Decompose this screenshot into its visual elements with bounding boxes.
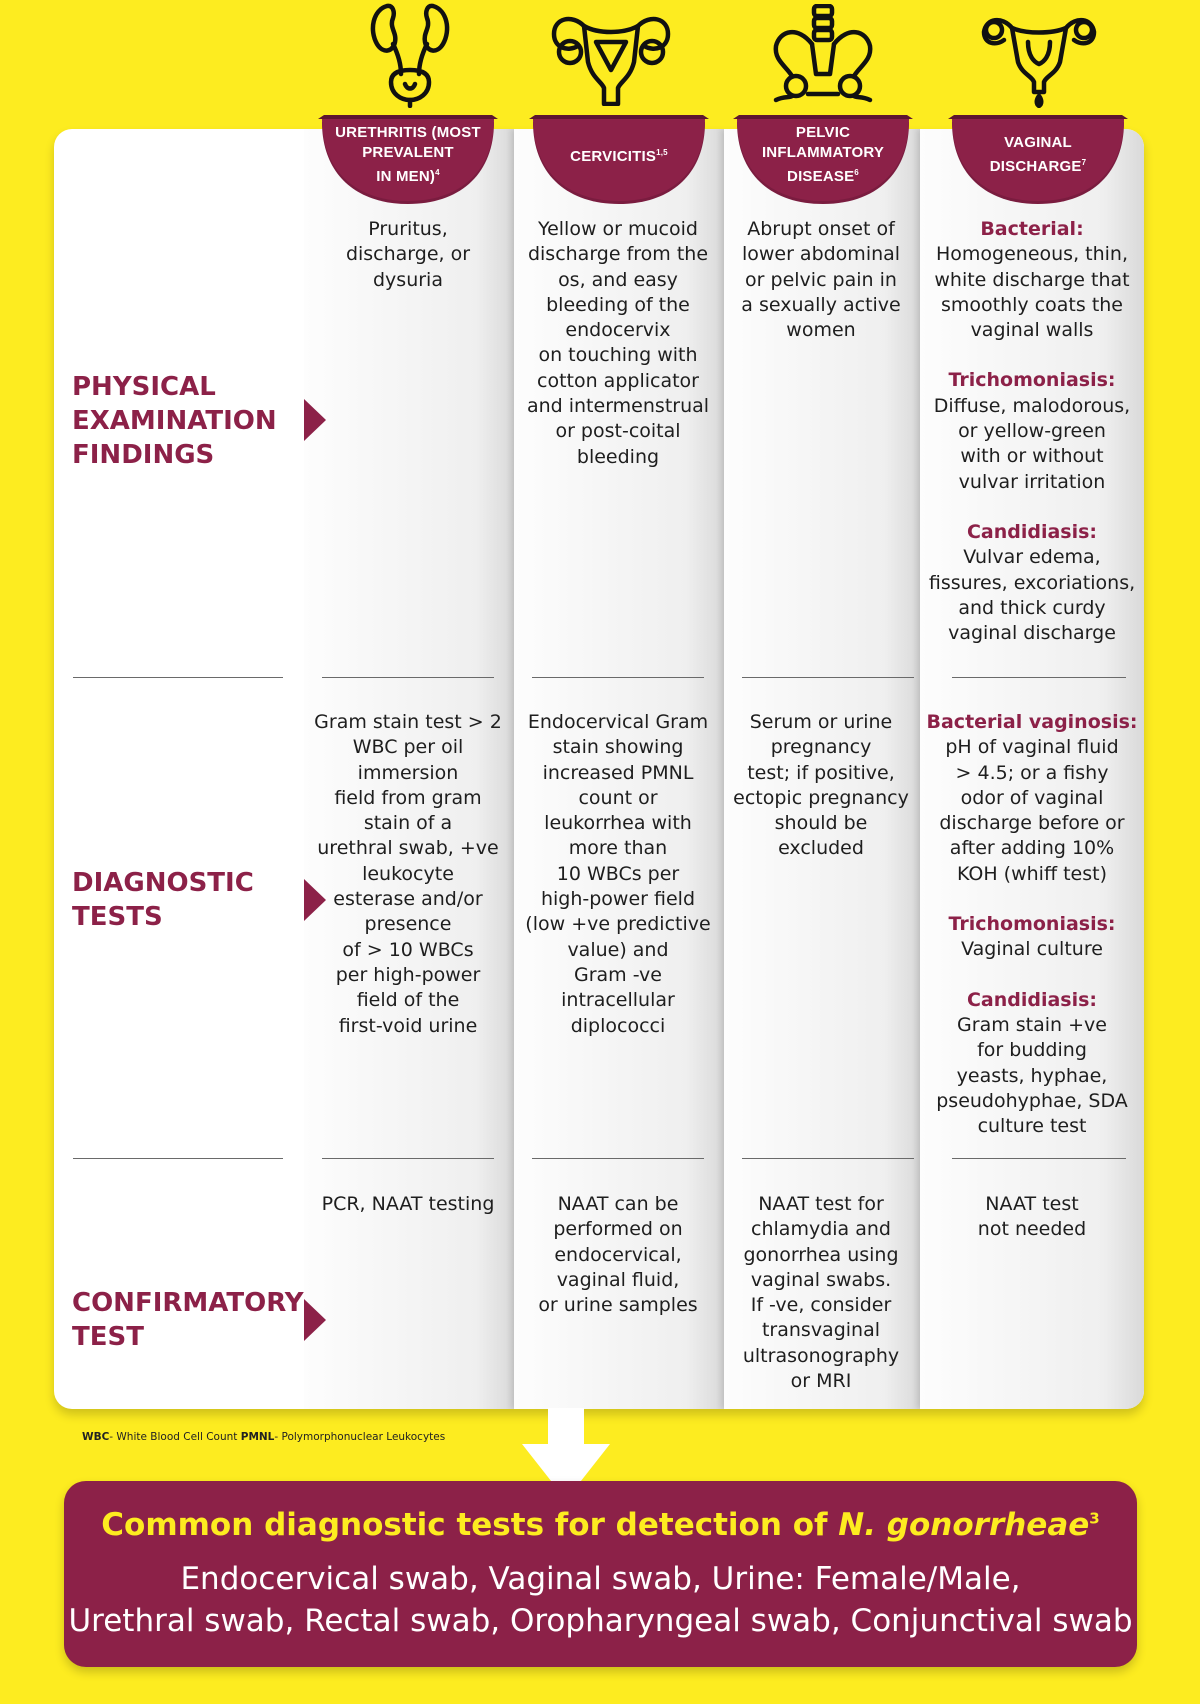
cell-line: cotton applicator bbox=[537, 369, 699, 392]
def-wbc: - White Blood Cell Count bbox=[109, 1431, 241, 1443]
cell-line: transvaginal bbox=[761, 1319, 881, 1342]
cell-line: first-void urine bbox=[338, 1014, 478, 1037]
cell-line: NAAT can be bbox=[557, 1193, 679, 1215]
row-label-physical: PHYSICAL EXAMINATION FINDINGS bbox=[72, 372, 277, 470]
abbr-pmnl: PMNL bbox=[240, 1431, 275, 1443]
cell-line: vulvar irritation bbox=[958, 470, 1106, 493]
cell-line: PCR, NAAT testing bbox=[321, 1193, 495, 1215]
cell-line: discharge before or bbox=[939, 812, 1125, 835]
cell-line: more than bbox=[568, 837, 668, 860]
cell-line: white discharge that bbox=[934, 268, 1130, 291]
header-label: URETHRITIS (MOST PREVALENT IN MEN)$^4$ bbox=[335, 124, 481, 185]
cell-line: Vulvar edema, bbox=[963, 546, 1101, 569]
cell-line: high-power field bbox=[540, 888, 696, 911]
def-pmnl: - Polymorphonuclear Leukocytes bbox=[274, 1431, 446, 1443]
cell-line: lower abdominal bbox=[741, 243, 901, 266]
cell-line: odor of vaginal bbox=[960, 786, 1104, 809]
cell-line: count or bbox=[578, 786, 658, 809]
cell-line: discharge, or bbox=[345, 243, 471, 266]
cell-line: Serum or urine bbox=[749, 711, 893, 733]
cell-line: endocervical, bbox=[554, 1243, 682, 1266]
cell-line: KOH (whiff test) bbox=[956, 862, 1107, 885]
cell-line: vaginal fluid, bbox=[556, 1268, 680, 1291]
cell-line: smoothly coats the bbox=[941, 293, 1123, 316]
subheading-candidiasis: Candidiasis: bbox=[966, 988, 1098, 1011]
cell-line: presence bbox=[364, 913, 452, 936]
header-label: VAGINAL DISCHARGE$^7$ bbox=[989, 134, 1087, 175]
cell-line: 10 WBCs per bbox=[556, 862, 680, 885]
cell-line: not needed bbox=[977, 1218, 1087, 1241]
cell-line: Gram stain test > 2 bbox=[314, 711, 502, 733]
cell-line: WBC per oil bbox=[352, 736, 464, 759]
cell-line: stain showing bbox=[552, 736, 684, 759]
subheading-candidiasis: Candidiasis: bbox=[966, 520, 1098, 543]
abbr-wbc: WBC bbox=[82, 1431, 110, 1443]
banner-title: Common diagnostic tests for detection of N. gonorrheae$^3$ bbox=[101, 1507, 1100, 1543]
cell-line: diplococci bbox=[570, 1014, 666, 1037]
cell-line: after adding 10% bbox=[949, 837, 1115, 860]
cell-line: pH of vaginal fluid bbox=[945, 736, 1119, 759]
cell-line: > 4.5; or a fishy bbox=[955, 761, 1109, 784]
subheading-bacterial: Bacterial: bbox=[980, 218, 1084, 240]
cell-line: vaginal swabs. bbox=[750, 1268, 892, 1291]
cell-line: chlamydia and bbox=[751, 1218, 891, 1241]
cell-line: Gram -ve bbox=[573, 963, 662, 986]
cell-line: with or without bbox=[960, 445, 1104, 468]
header-label: PELVIC INFLAMMATORY DISEASE$^6$ bbox=[761, 124, 885, 185]
cell-line: os, and easy bbox=[558, 268, 678, 291]
cell-line: field from gram bbox=[334, 786, 482, 809]
cell-line: a sexually active bbox=[741, 293, 901, 316]
cell-line: urethral swab, +ve bbox=[317, 837, 499, 860]
cell-line: and intermenstrual bbox=[526, 395, 710, 418]
cell-line: If -ve, consider bbox=[750, 1294, 892, 1317]
cell-line: Abrupt onset of bbox=[747, 218, 895, 240]
cell-line: or yellow-green bbox=[958, 420, 1106, 443]
cell-line: Gram stain +ve bbox=[957, 1013, 1107, 1036]
subheading-bacterial-vaginosis: Bacterial vaginosis: bbox=[926, 711, 1138, 733]
cell-line: vaginal discharge bbox=[948, 622, 1116, 645]
cell-line: ectopic pregnancy bbox=[733, 786, 909, 809]
cell-line: immersion bbox=[357, 761, 459, 784]
cell-line: and thick curdy bbox=[958, 596, 1106, 619]
cell-line: leukocyte bbox=[362, 862, 454, 885]
banner-line-2: Urethral swab, Rectal swab, Oropharyngeal swab, Conjunctival swab bbox=[68, 1603, 1133, 1639]
banner-line-1: Endocervical swab, Vaginal swab, Urine: Female/Male, bbox=[180, 1561, 1021, 1597]
cell-line: discharge from the bbox=[527, 243, 709, 266]
cell-line: endocervix bbox=[565, 319, 671, 342]
cell-line: per high-power bbox=[335, 963, 481, 986]
cell-line: field of the bbox=[356, 989, 460, 1012]
cell-line: or urine samples bbox=[538, 1294, 698, 1317]
cell-line: gonorrhea using bbox=[743, 1243, 899, 1266]
cell-line: yeasts, hyphae, bbox=[956, 1064, 1108, 1087]
row-label-diagnostic: DIAGNOSTIC TESTS bbox=[72, 868, 254, 932]
cell-line: Homogeneous, thin, bbox=[935, 243, 1129, 266]
cell-line: bleeding of the bbox=[546, 293, 690, 316]
cell-line: esterase and/or bbox=[333, 888, 483, 911]
subheading-trichomoniasis: Trichomoniasis: bbox=[948, 913, 1116, 936]
cell-line: or pelvic pain in bbox=[745, 268, 897, 291]
cell-line: NAAT test for bbox=[758, 1193, 884, 1215]
header-label: CERVICITIS$^{1,5}$ bbox=[570, 148, 668, 165]
cell-line: for budding bbox=[977, 1039, 1087, 1062]
cell-line: should be bbox=[774, 812, 868, 835]
row-label-confirmatory: CONFIRMATORY TEST bbox=[72, 1288, 304, 1352]
summary-banner bbox=[64, 1481, 1137, 1667]
cell-line: pregnancy bbox=[770, 736, 872, 759]
cell-line: dysuria bbox=[373, 268, 443, 291]
cell-line: Diffuse, malodorous, bbox=[933, 394, 1131, 417]
cell-line: performed on bbox=[553, 1218, 683, 1241]
cell-line: pseudohyphae, SDA bbox=[936, 1089, 1128, 1112]
cell-line: ultrasonography bbox=[742, 1344, 900, 1367]
cell-line: or post-coital bbox=[555, 420, 681, 443]
cell-line: excluded bbox=[778, 837, 864, 860]
subheading-trichomoniasis: Trichomoniasis: bbox=[948, 369, 1116, 392]
cell-line: test; if positive, bbox=[747, 761, 895, 784]
cell-line: on touching with bbox=[538, 344, 698, 367]
cell-line: Endocervical Gram bbox=[527, 711, 709, 733]
cell-line: bleeding bbox=[576, 445, 660, 468]
cell-line: of > 10 WBCs bbox=[342, 938, 474, 961]
cell-line: or MRI bbox=[790, 1370, 852, 1393]
cell-line: increased PMNL bbox=[542, 761, 694, 784]
cell-line: fissures, excoriations, bbox=[928, 571, 1136, 594]
cell-line: stain of a bbox=[363, 812, 453, 835]
cell-line: vaginal walls bbox=[970, 319, 1094, 342]
cell-line: Yellow or mucoid bbox=[538, 218, 698, 240]
cell-line: value) and bbox=[567, 938, 669, 961]
cell-line: Vaginal culture bbox=[961, 938, 1103, 961]
cell-line: Pruritus, bbox=[368, 218, 448, 240]
cell-line: intracellular bbox=[561, 989, 675, 1012]
cell-line: NAAT test bbox=[985, 1193, 1079, 1215]
cell-line: women bbox=[786, 319, 856, 342]
cell-line: (low +ve predictive bbox=[525, 913, 711, 936]
cell-line: leukorrhea with bbox=[544, 812, 692, 835]
cell-line: culture test bbox=[977, 1115, 1087, 1138]
